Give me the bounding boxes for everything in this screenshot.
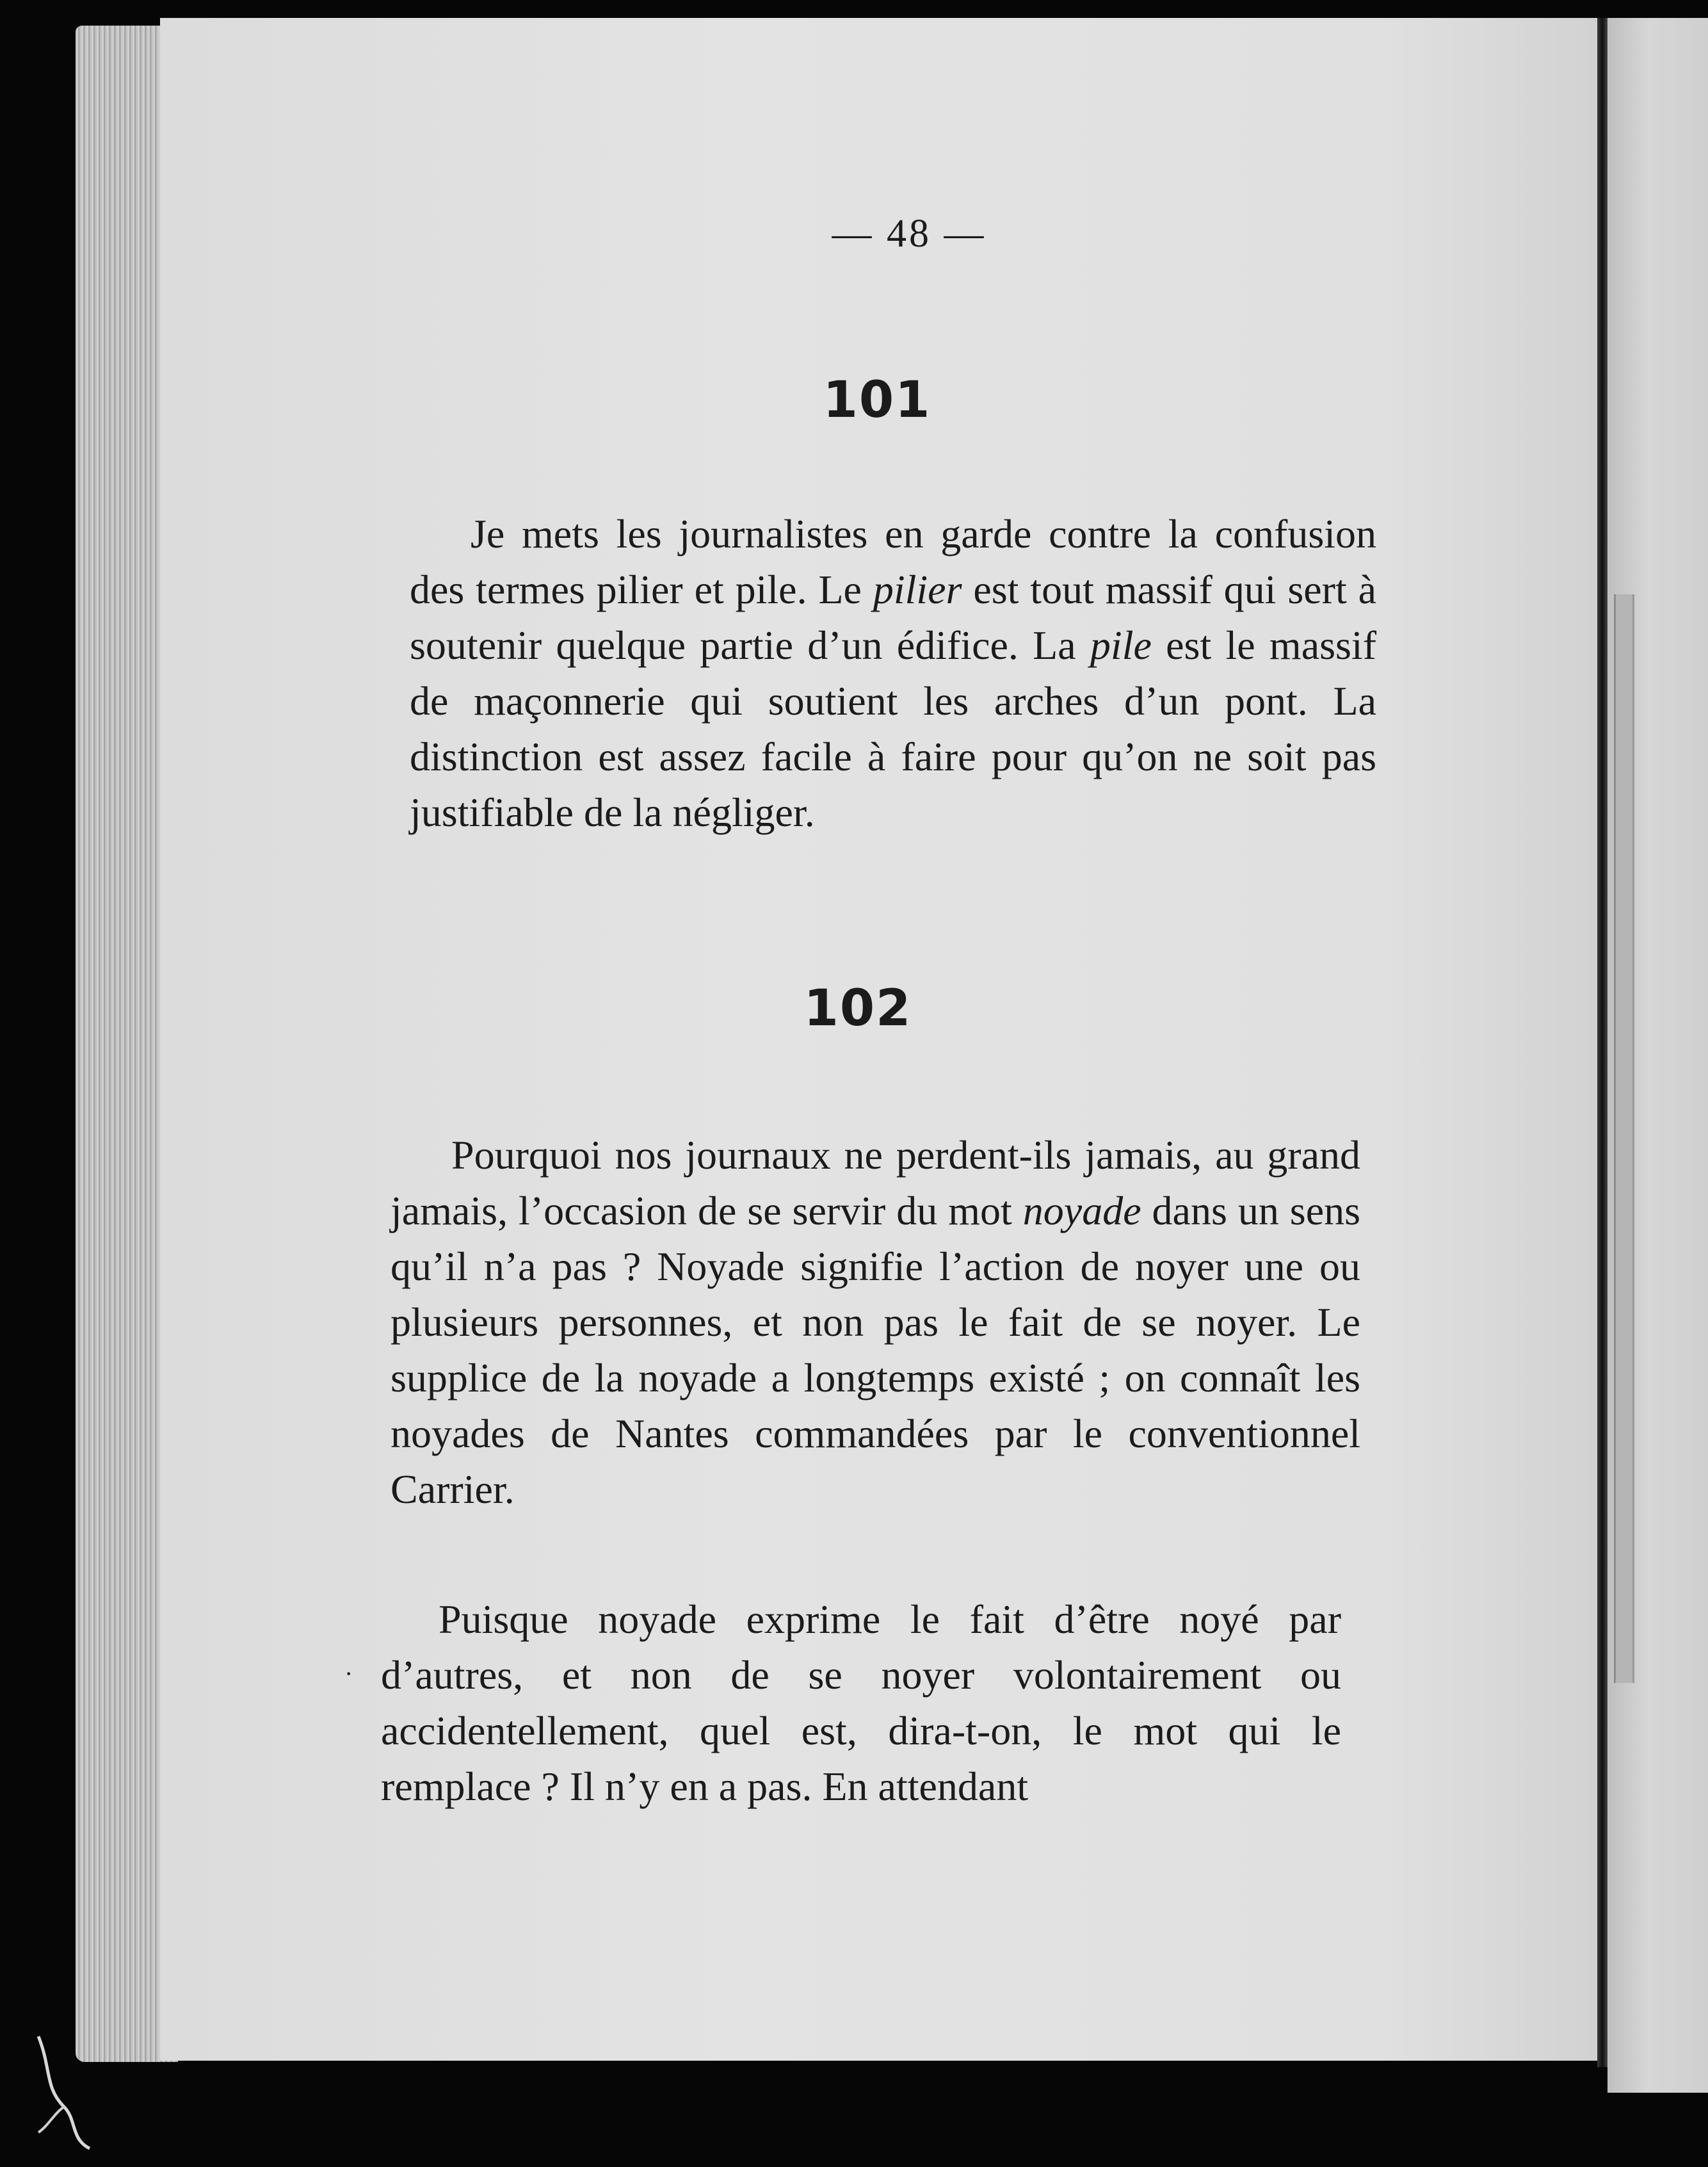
text-run: Puisque noyade exprime le fait d’être noyé par d’autres, et non de se noyer volontairement ou accidentellement, quel est, dira-t-on, le mot qui le remplace ? Il n’y en a pas. En attendant <box>381 1596 1341 1809</box>
section-102-paragraph-1 <box>391 1127 1360 1517</box>
italic-term-pile: pile <box>1090 622 1152 668</box>
margin-dot: · <box>344 1659 353 1688</box>
text-run: Pourquoi nos journaux ne perdent-ils jamais, au grand jamais, l’occasion de se servir du mot <box>391 1132 1360 1233</box>
page-number: — 48 — <box>832 212 987 256</box>
text-run: est tout massif qui sert à soutenir quelque partie d’un édifice. La <box>410 567 1376 668</box>
section-102-paragraph-2 <box>381 1591 1341 1814</box>
section-101-paragraph-1 <box>410 506 1376 840</box>
text-run: est le massif de maçonnerie qui soutient les arches d’un pont. La distinction est assez facile à faire pour qu’on ne soit pas justifiable de la négliger. <box>410 622 1377 835</box>
italic-term-noyade: noyade <box>1022 1188 1141 1233</box>
text-run: dans un sens qu’il n’a pas ? Noyade signifie l’action de noyer une ou plusieurs personnes, et non pas le fait de se noyer. Le supplice de la noyade a longtemps existé ; on connaît les noyades de Nantes commandées par le conventionnel Carrier. <box>391 1188 1361 1512</box>
italic-term-pilier: pilier <box>873 567 962 612</box>
text-run: Je mets les journalistes en garde contre la confusion des termes pilier et pile. Le <box>410 511 1376 612</box>
section-number-101: 101 <box>823 371 931 429</box>
section-number-102: 102 <box>803 980 912 1037</box>
